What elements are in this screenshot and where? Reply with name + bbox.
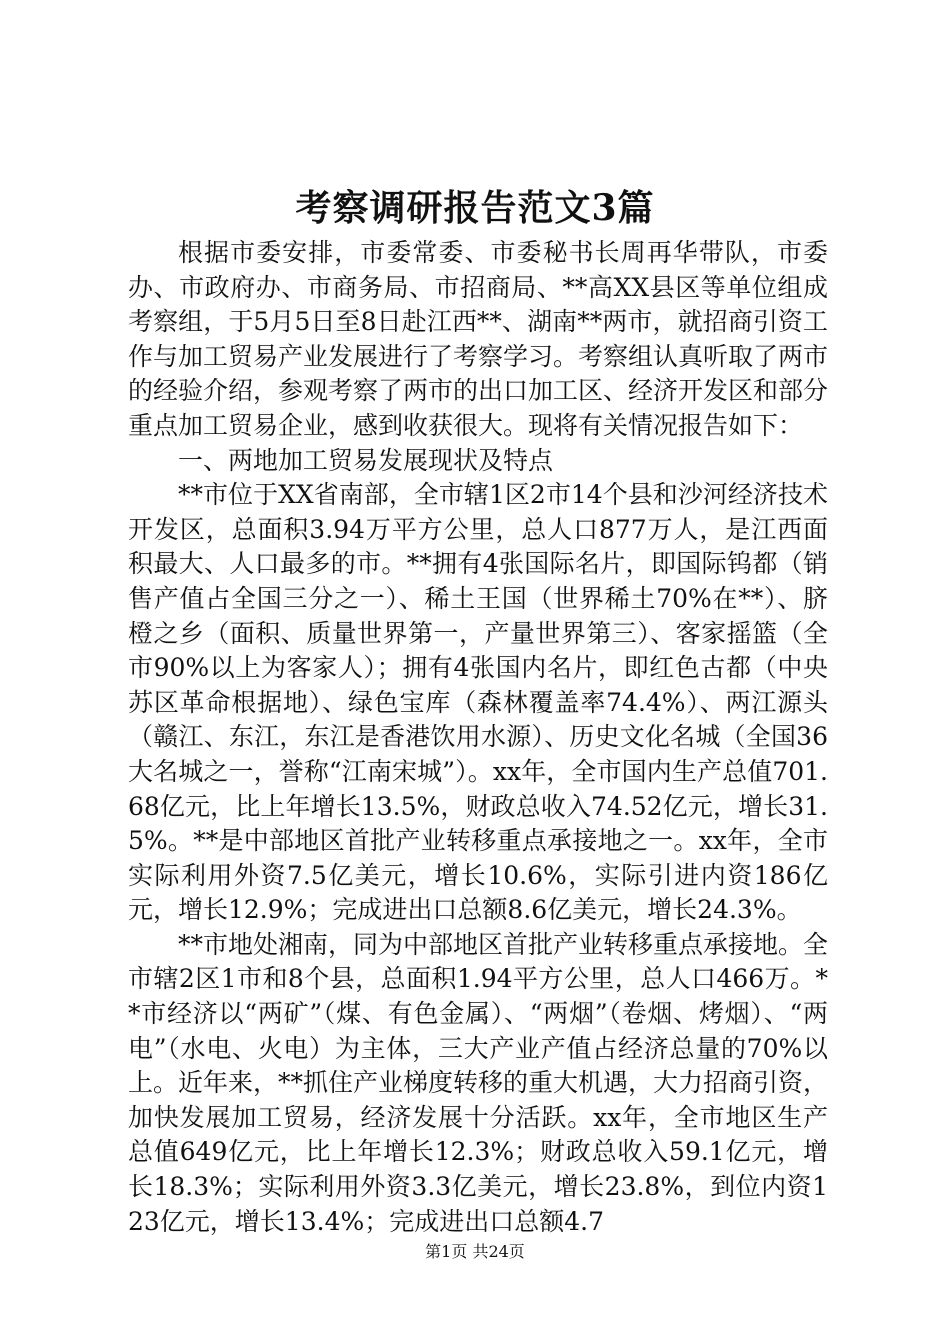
page-footer: 第1页 共24页 xyxy=(425,1242,525,1261)
paragraph-city-two: **市地处湘南，同为中部地区首批产业转移重点承接地。全市辖2区1市和8个县，总面积1.94平方公里，总人口466万。**市经济以“两矿”（煤、有色金属）、“两烟”（卷烟、烤烟）、“两电”（水电、火电）为主体，三大产业产值占经济总量的70%以上。近年来，**抓住产业梯度转移的重大机遇，大力招商引资，加快发展加工贸易，经济发展十分活跃。xx年，全市地区生产总值649亿元，比上年增长12.3%；财政总收入59.1亿元，增长18.3%；实际利用外资3.3亿美元，增长23.8%，到位内资123亿元，增长13.4%；完成进出口总额4.7 xyxy=(128,929,829,1236)
document-title: 考察调研报告范文3篇 xyxy=(295,187,655,229)
section-heading: 一、两地加工贸易发展现状及特点 xyxy=(178,445,554,475)
paragraph-intro: 根据市委安排，市委常委、市委秘书长周再华带队，市委办、市政府办、市商务局、市招商局、**高XX县区等单位组成考察组，于5月5日至8日赴江西**、湖南**两市，就招商引资工作与加工贸易产业发展进行了考察学习。考察组认真听取了两市的经验介绍，参观考察了两市的出口加工区、经济开发区和部分重点加工贸易企业，感到收获很大。现将有关情况报告如下： xyxy=(128,238,829,440)
document-body xyxy=(128,236,828,1239)
paragraph-city-one: **市位于XX省南部，全市辖1区2市14个县和沙河经济技术开发区，总面积3.94万平方公里，总人口877万人，是江西面积最大、人口最多的市。**拥有4张国际名片，即国际钨都（销售产值占全国三分之一）、稀土王国（世界稀土70%在**）、脐橙之乡（面积、质量世界第一，产量世界第三）、客家摇篮（全市90%以上为客家人）；拥有4张国内名片，即红色古都（中央苏区革命根据地）、绿色宝库（森林覆盖率74.4%）、两江源头（赣江、东江，东江是香港饮用水源）、历史文化名城（全国36大名城之一，誉称“江南宋城”）。xx年，全市国内生产总值701.68亿元，比上年增长13.5%，财政总收入74.52亿元，增长31.5%。**是中部地区首批产业转移重点承接地之一。xx年，全市实际利用外资7.5亿美元，增长10.6%，实际引进内资186亿元，增长12.9%；完成进出口总额8.6亿美元，增长24.3%。 xyxy=(128,480,828,925)
